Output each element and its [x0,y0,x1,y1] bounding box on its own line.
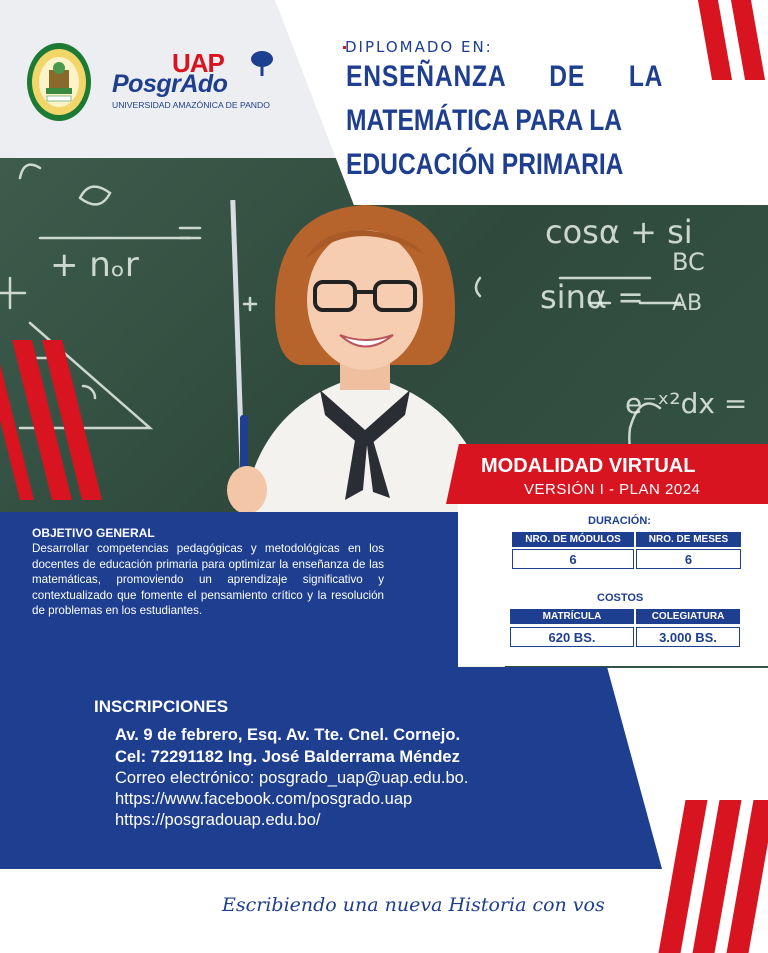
facebook-link[interactable]: https://www.facebook.com/posgrado.uap [115,790,413,808]
chalk-formula-bc: BC [672,248,705,276]
costos-label: COSTOS [597,592,644,604]
matricula-header: MATRÍCULA [510,609,634,624]
objetivo-text: Desarrollar competencias pedagógicas y metodológicas en los docentes de educación primaria para optimizar la enseñanza de las matemáticas, promoviendo un aprendizaje significativo y contextualizado que fomente el pensamiento crítico y la resolución de problemas en los estudiantes. [32,542,384,618]
colegiatura-value: 3.000 BS. [636,627,740,647]
chalk-formula-integral: e⁻ˣ²dx = [625,387,748,420]
modalidad-version: VERSIÓN I - PLAN 2024 [524,481,701,498]
modulos-value: 6 [512,549,634,569]
meses-header: NRO. DE MESES [636,532,741,547]
modulos-header: NRO. DE MÓDULOS [512,532,634,547]
phone-text[interactable]: Cel: 72291182 Ing. José Balderrama Méndez [115,748,460,766]
colegiatura-header: COLEGIATURA [636,609,740,624]
objetivo-title: OBJETIVO GENERAL [32,526,155,540]
inscripciones-title: INSCRIPCIONES [94,697,229,716]
meses-value: 6 [636,549,741,569]
posgrado-logo[interactable] [112,48,272,114]
program-kicker: DIPLOMADO EN: [345,38,493,56]
footer-slogan: Escribiendo una nueva Historia con vos [222,894,605,916]
logo-university-name: UNIVERSIDAD AMAZÓNICA DE PANDO [112,100,270,110]
program-title-line-3: EDUCACIÓN PRIMARIA [346,148,624,181]
website-link[interactable]: https://posgradouap.edu.bo/ [115,811,321,829]
tree-icon [250,50,274,76]
program-title-line-2: MATEMÁTICA PARA LA [346,104,623,137]
university-seal-icon [26,42,92,122]
program-title-line-1: ENSEÑANZA DE LA [346,60,664,93]
logo-posgrado-text: PosgrAdo [112,70,228,98]
address-text: Av. 9 de febrero, Esq. Av. Tte. Cnel. Cornejo. [115,726,461,744]
chalk-formula-ab: AB [672,291,703,316]
chalk-formula-sin: sinα = [540,278,644,316]
logo-uap-text: UAP [172,48,224,78]
chalk-formula-cos: cosα + si [545,213,693,251]
duracion-label: DURACIÓN: [588,515,651,527]
modalidad-title: MODALIDAD VIRTUAL [481,455,696,477]
chalk-formula-left: + nₒr [50,245,139,285]
matricula-value: 620 BS. [510,627,634,647]
email-link[interactable]: Correo electrónico: posgrado_uap@uap.edu.bo. [115,769,469,787]
